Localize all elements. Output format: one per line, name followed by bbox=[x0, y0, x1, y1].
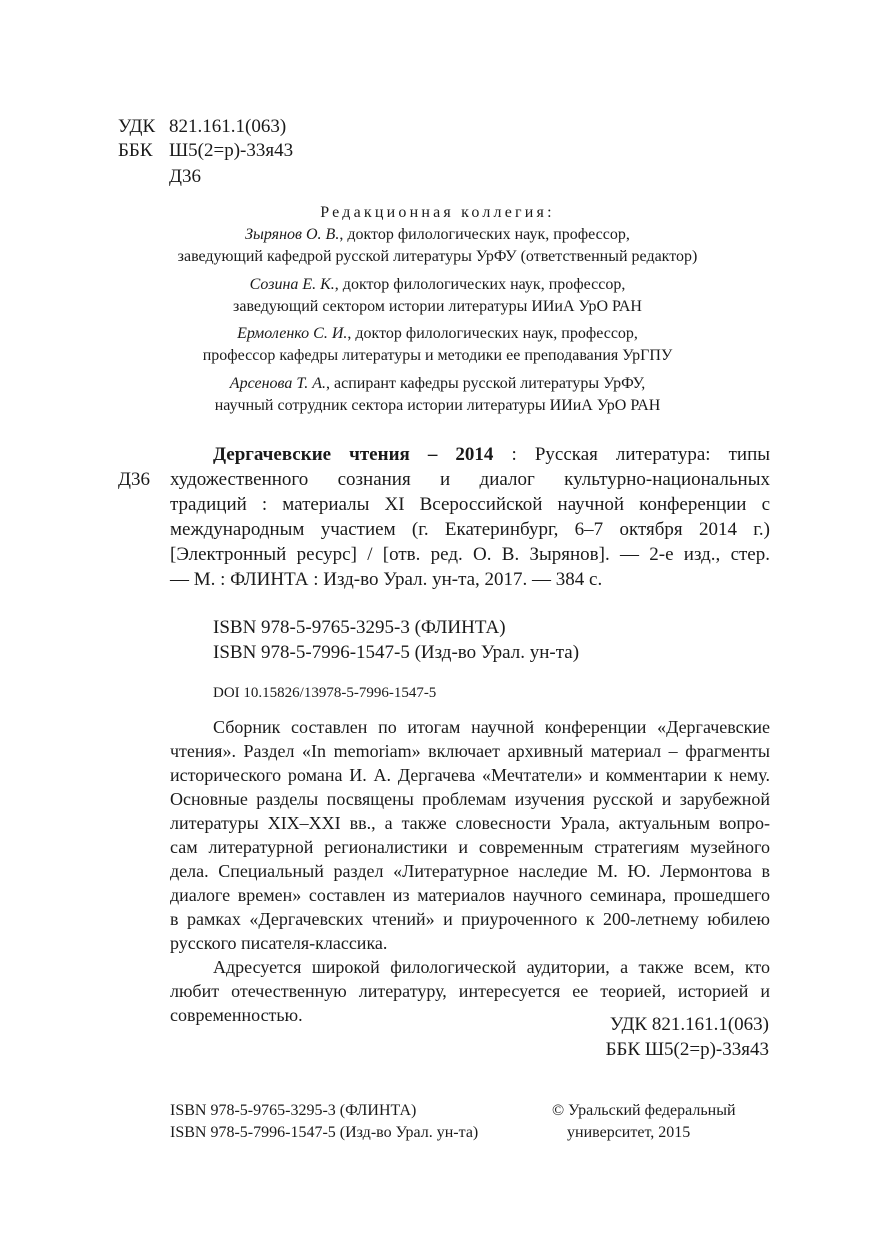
board-member-2-line1: Созина Е. К., доктор филологических наук, профессор, bbox=[249, 276, 626, 293]
abstract-p2-line-2: любит отечественную литературу, интересуется ее теорией, историей и bbox=[170, 981, 770, 1001]
abstract-p2-line-1: Адресуется широкой филологической аудитории, а также всем, кто bbox=[213, 957, 770, 977]
abstract-line-2: чтения». Раздел «In memoriam» включает архивный материал – фрагменты bbox=[170, 741, 770, 761]
udk-label: УДК bbox=[118, 116, 156, 137]
biblio-mark: Д36 bbox=[118, 469, 150, 490]
board-member-4-line2: научный сотрудник сектора истории литературы ИИиА УрО РАН bbox=[214, 397, 661, 414]
abstract-line-10: русского писателя-классика. bbox=[170, 933, 388, 953]
biblio-line-2: художественного сознания и диалог культурно-национальных bbox=[170, 469, 770, 490]
abstract-line-9: в рамках «Дергачевских чтений» и приуроченного к 200-летнему юбилею bbox=[170, 909, 770, 929]
biblio-title: Дергачевские чтения – 2014 bbox=[213, 444, 494, 465]
board-member-1-line2: заведующий кафедрой русской литературы УрФУ (ответственный редактор) bbox=[177, 248, 698, 265]
board-member-2-name: Созина Е. К. bbox=[249, 276, 335, 293]
abstract-line-4: Основные разделы посвящены проблемам изучения русской и зарубежной bbox=[170, 789, 770, 809]
board-member-3-line2: профессор кафедры литературы и методики ее преподавания УрГПУ bbox=[202, 347, 673, 364]
board-heading: Редакционная коллегия: bbox=[320, 204, 555, 221]
abstract-p2-line-3: современностью. bbox=[170, 1005, 303, 1025]
board-member-2-line2: заведующий сектором истории литературы ИИиА УрО РАН bbox=[233, 298, 642, 315]
footer-isbn-2: ISBN 978-5-7996-1547-5 (Изд-во Урал. ун-та) bbox=[170, 1124, 479, 1141]
board-member-3-line1: Ермоленко С. И., доктор филологических наук, профессор, bbox=[237, 325, 638, 342]
board-member-4-line1: Арсенова Т. А., аспирант кафедры русской литературы УрФУ, bbox=[229, 375, 646, 392]
isbn-2: ISBN 978-5-7996-1547-5 (Изд-во Урал. ун-та) bbox=[213, 642, 580, 663]
bbk-value: Ш5(2=р)-33я43 bbox=[169, 140, 294, 161]
footer-isbn-1: ISBN 978-5-9765-3295-3 (ФЛИНТА) bbox=[170, 1102, 417, 1119]
board-member-1-line1: Зырянов О. В., доктор филологических наук, профессор, bbox=[245, 226, 630, 243]
bbk-label: ББК bbox=[118, 140, 153, 161]
bbk-right: ББК Ш5(2=р)-33я43 bbox=[605, 1039, 769, 1060]
copyright-line-2: университет, 2015 bbox=[567, 1124, 691, 1141]
biblio-line-3: традиций : материалы XI Всероссийской научной конференции с bbox=[170, 494, 770, 515]
isbn-1: ISBN 978-5-9765-3295-3 (ФЛИНТА) bbox=[213, 617, 506, 638]
abstract-line-8: диалоге времен» составлен из материалов научного семинара, прошедшего bbox=[170, 885, 770, 905]
abstract-line-1: Сборник составлен по итогам научной конференции «Дергачевские bbox=[213, 717, 770, 737]
udk-right: УДК 821.161.1(063) bbox=[609, 1014, 769, 1035]
biblio-line-4: международным участием (г. Екатеринбург, 6–7 октября 2014 г.) bbox=[170, 519, 770, 540]
abstract-line-6: сам литературной регионалистики и современным стратегиям музейного bbox=[170, 837, 770, 857]
board-member-3-name: Ермоленко С. И. bbox=[237, 325, 348, 342]
abstract-line-5: литературы XIX–XXI вв., а также словесности Урала, актуальным вопро- bbox=[170, 813, 770, 833]
biblio-line-5: [Электронный ресурс] / [отв. ред. О. В. Зырянов]. — 2-е изд., стер. bbox=[170, 544, 770, 565]
bbk-line bbox=[118, 139, 293, 163]
abstract-line-3: исторического романа И. А. Дергачева «Мечтатели» и комментарии к нему. bbox=[170, 765, 770, 785]
udk-value: 821.161.1(063) bbox=[169, 116, 287, 137]
board-member-1-name: Зырянов О. В. bbox=[245, 226, 340, 243]
board-member-4-name: Арсенова Т. А. bbox=[229, 375, 326, 392]
biblio-line-1: Дергачевские чтения – 2014 : Русская литература: типы bbox=[213, 444, 770, 465]
abstract-line-7: дела. Специальный раздел «Литературное наследие М. Ю. Лермонтова в bbox=[170, 861, 770, 881]
udk-line bbox=[118, 115, 286, 139]
doi: DOI 10.15826/13978-5-7996-1547-5 bbox=[213, 685, 437, 701]
copyright-line-1: © Уральский федеральный bbox=[552, 1102, 736, 1119]
author-mark: Д36 bbox=[169, 166, 201, 187]
biblio-line-6: — М. : ФЛИНТА : Изд-во Урал. ун-та, 2017. — 384 с. bbox=[170, 569, 603, 590]
